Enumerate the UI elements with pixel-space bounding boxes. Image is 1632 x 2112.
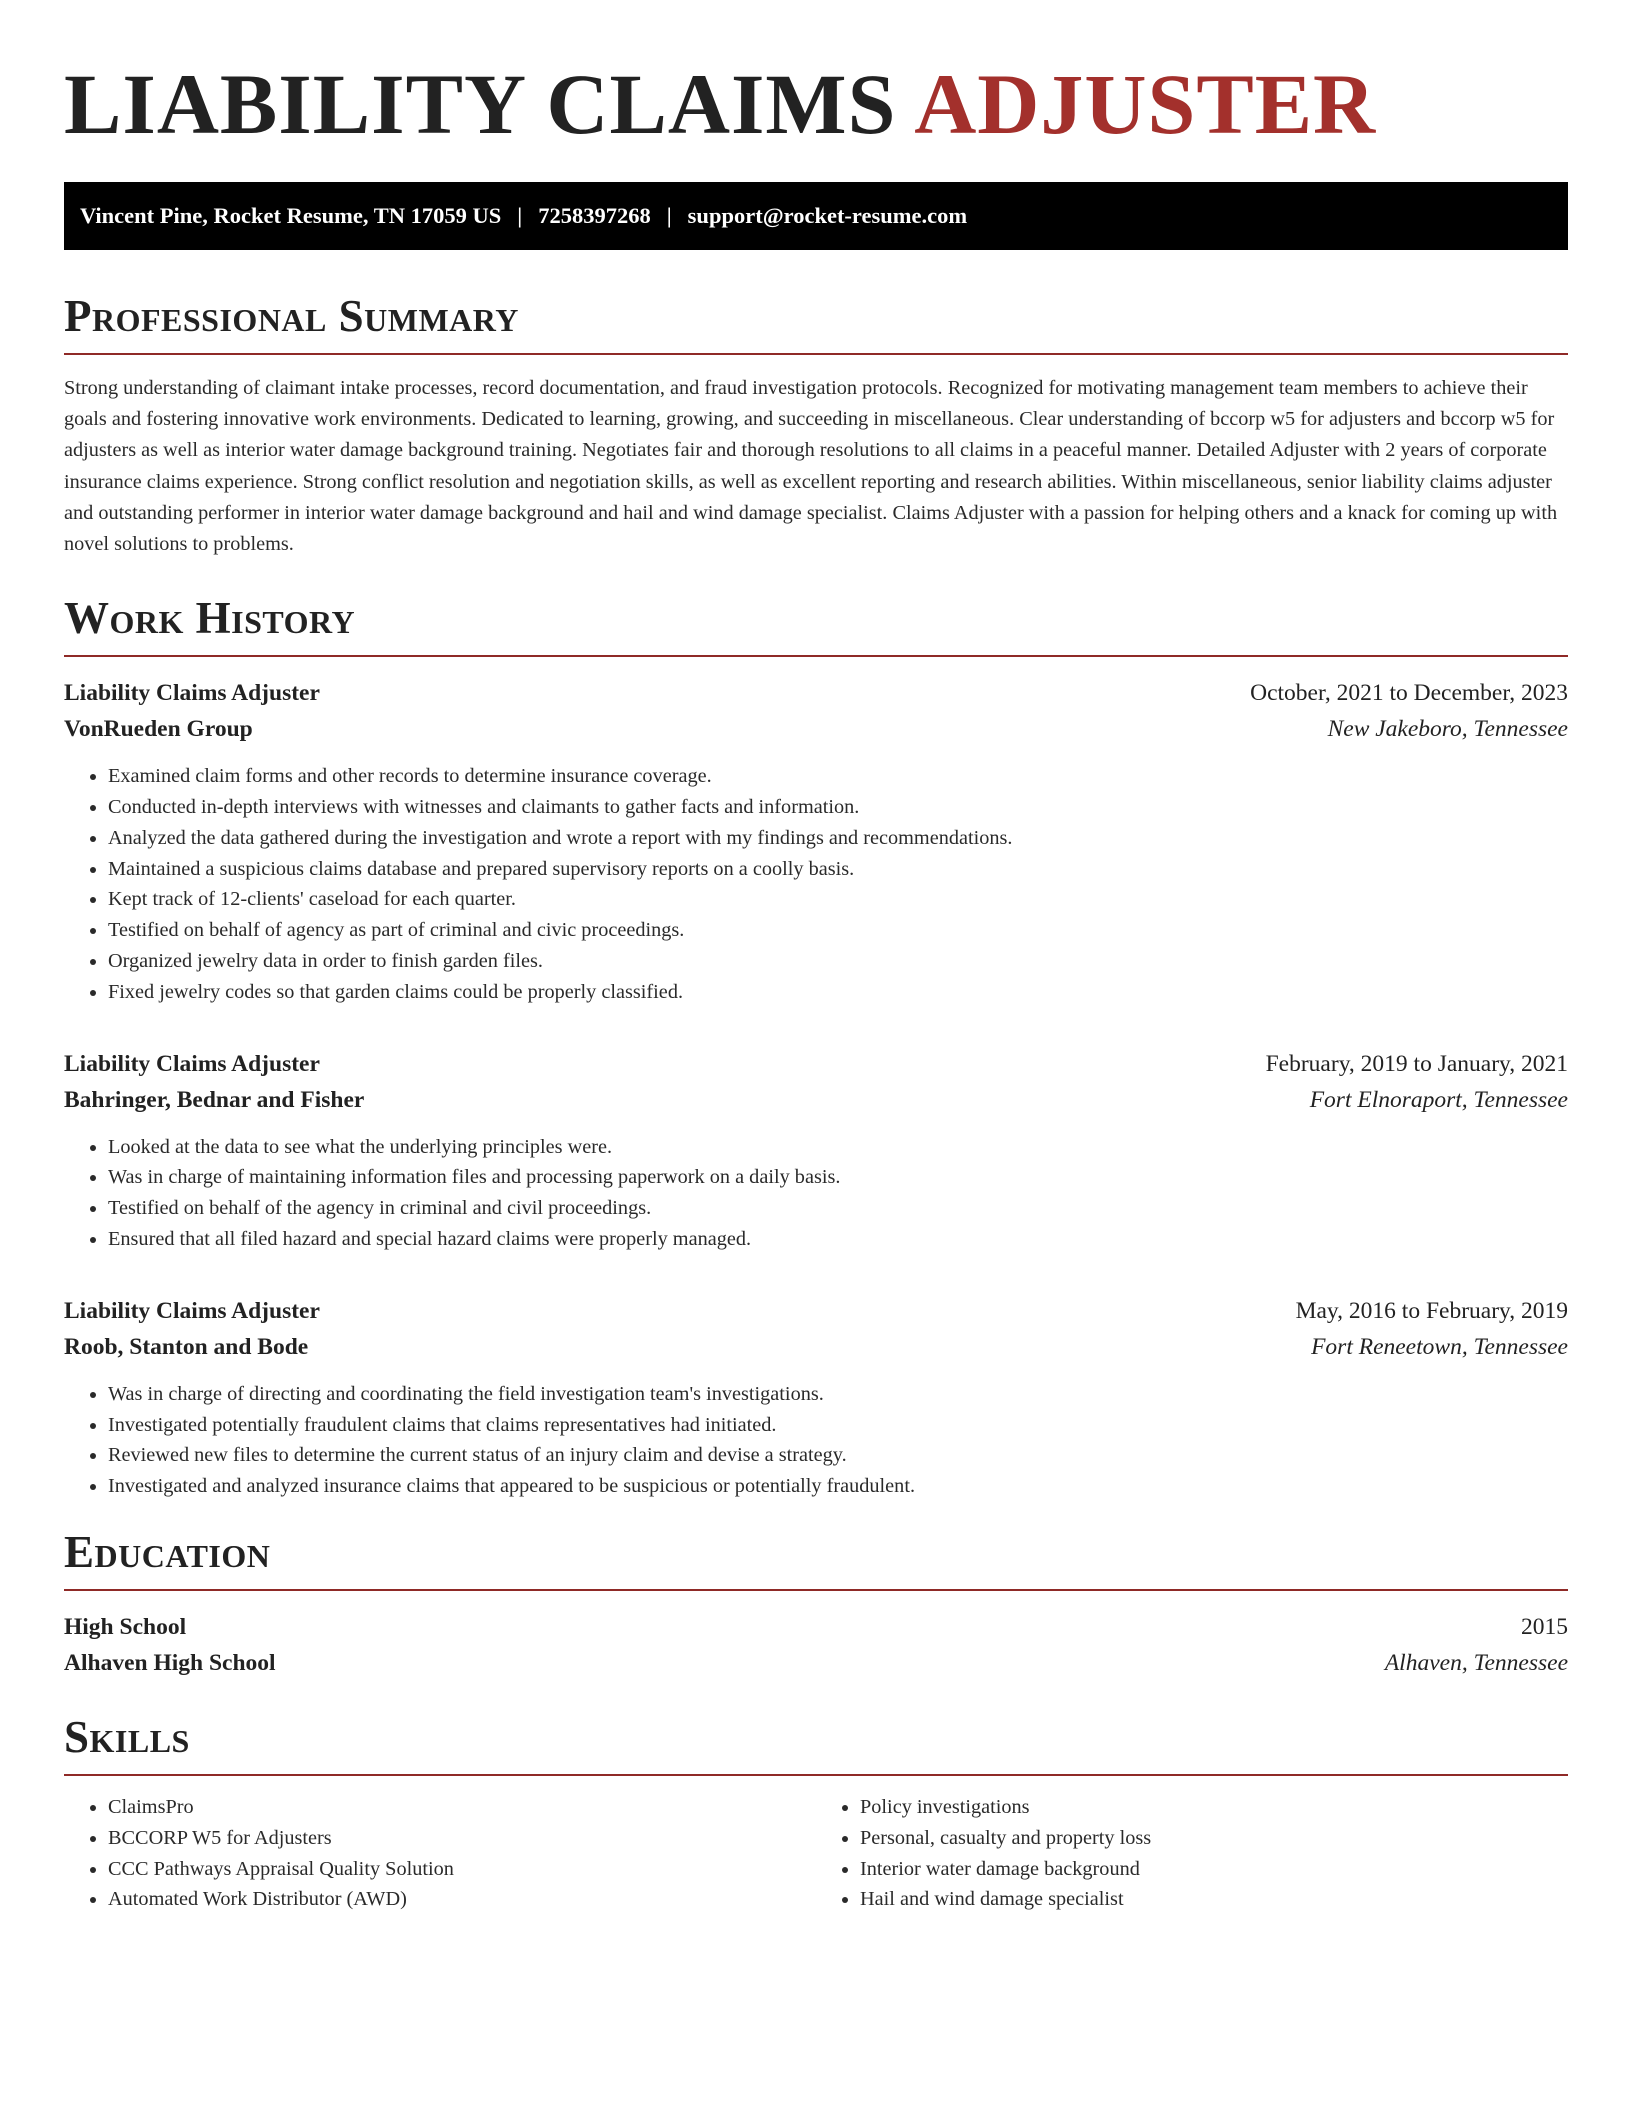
list-item: • Fixed jewelry codes so that garden claims could be properly classified. (108, 977, 1568, 1008)
list-item: • Testified on behalf of the agency in criminal and civil proceedings. (108, 1193, 1568, 1224)
education-degree: High School (64, 1613, 187, 1640)
job-company-row (64, 711, 1568, 747)
skills-column-1 (64, 1792, 816, 1915)
list-item: • Was in charge of maintaining information files and processing paperwork on a daily basis. (108, 1162, 1568, 1193)
contact-address: Vincent Pine, Rocket Resume, TN 17059 US (80, 203, 502, 228)
list-item: • Was in charge of directing and coordinating the field investigation team's investigations. (108, 1379, 1568, 1410)
job-title: Liability Claims Adjuster (64, 680, 320, 707)
list-item: • Analyzed the data gathered during the investigation and wrote a report with my findings and recommendations. (108, 823, 1568, 854)
contact-email: support@rocket-resume.com (687, 203, 968, 228)
contact-bar (64, 182, 1568, 250)
work-history-section (64, 592, 1568, 1502)
title-accent: ADJUSTER (914, 56, 1377, 152)
education-section (64, 1526, 1568, 1681)
skill-item: • BCCORP W5 for Adjusters (108, 1823, 816, 1854)
summary-section (64, 290, 1568, 560)
list-item: • Examined claim forms and other records to determine insurance coverage. (108, 761, 1568, 792)
list-item: • Maintained a suspicious claims database and prepared supervisory reports on a coolly basis. (108, 854, 1568, 885)
resume-title (64, 54, 1568, 154)
skill-item: • Personal, casualty and property loss (860, 1823, 1568, 1854)
list-item: • Testified on behalf of agency as part of criminal and civic proceedings. (108, 915, 1568, 946)
job-dates: May, 2016 to February, 2019 (1295, 1297, 1568, 1324)
job-company: VonRueden Group (64, 716, 253, 743)
list-item: • Looked at the data to see what the underlying principles were. (108, 1132, 1568, 1163)
list-item: • Reviewed new files to determine the current status of an injury claim and devise a strategy. (108, 1440, 1568, 1471)
skill-item: • ClaimsPro (108, 1792, 816, 1823)
job-location: Fort Elnoraport, Tennessee (1309, 1086, 1568, 1113)
job-location: Fort Reneetown, Tennessee (1311, 1333, 1568, 1360)
list-item: • Investigated potentially fraudulent claims that claims representatives had initiated. (108, 1410, 1568, 1441)
summary-text: Strong understanding of claimant intake processes, record documentation, and fraud investigation protocols. Recognized for motivating management team members to achieve their goals and fostering innovative work environments. Dedicated to learning, growing, and succeeding in miscellaneous. Clear understanding of bccorp w5 for adjusters and bccorp w5 for adjusters as well as interior water damage background training. Negotiates fair and thorough resolutions to all claims in a peaceful manner. Detailed Adjuster with 2 years of corporate insurance claims experience. Strong conflict resolution and negotiation skills, as well as excellent reporting and research abilities. Within miscellaneous, senior liability claims adjuster and outstanding performer in interior water damage background and hail and wind damage specialist. Claims Adjuster with a passion for helping others and a knack for coming up with novel solutions to problems. (64, 377, 1558, 556)
job-header-row (64, 1293, 1568, 1329)
skills-column-2 (816, 1792, 1568, 1915)
list-item: • Conducted in-depth interviews with witnesses and claimants to gather facts and information. (108, 792, 1568, 823)
title-main: LIABILITY CLAIMS (64, 56, 897, 152)
job-dates: October, 2021 to December, 2023 (1250, 680, 1568, 707)
education-school-row (64, 1645, 1568, 1681)
skill-item: • Hail and wind damage specialist (860, 1884, 1568, 1915)
section-divider (64, 353, 1568, 355)
skills-section (64, 1711, 1568, 1915)
job-header-row (64, 1046, 1568, 1082)
list-item: • Investigated and analyzed insurance claims that appeared to be suspicious or potentially fraudulent. (108, 1471, 1568, 1502)
job-company-row (64, 1329, 1568, 1365)
section-divider (64, 1589, 1568, 1591)
job-header-row (64, 675, 1568, 711)
list-item: • Kept track of 12-clients' caseload for each quarter. (108, 884, 1568, 915)
job-entry (64, 675, 1568, 1007)
education-heading: Education (64, 1526, 271, 1577)
education-year: 2015 (1521, 1613, 1568, 1640)
job-company: Roob, Stanton and Bode (64, 1333, 309, 1360)
education-location: Alhaven, Tennessee (1384, 1649, 1568, 1676)
skills-grid (64, 1792, 1568, 1915)
education-school: Alhaven High School (64, 1649, 276, 1676)
job-bullets (64, 761, 1568, 1007)
list-item: • Organized jewelry data in order to finish garden files. (108, 946, 1568, 977)
skill-item: • Interior water damage background (860, 1854, 1568, 1885)
job-entry (64, 1293, 1568, 1502)
skill-item: • Policy investigations (860, 1792, 1568, 1823)
contact-phone: 7258397268 (538, 203, 651, 228)
job-dates: February, 2019 to January, 2021 (1265, 1050, 1568, 1077)
job-location: New Jakeboro, Tennessee (1327, 716, 1568, 743)
skill-item: • CCC Pathways Appraisal Quality Solution (108, 1854, 816, 1885)
skill-item: • Automated Work Distributor (AWD) (108, 1884, 816, 1915)
job-entry (64, 1046, 1568, 1255)
job-title: Liability Claims Adjuster (64, 1050, 320, 1077)
contact-separator: | (666, 203, 672, 228)
education-header-row (64, 1609, 1568, 1645)
job-title: Liability Claims Adjuster (64, 1297, 320, 1324)
summary-heading: Professional Summary (64, 291, 519, 341)
contact-separator: | (517, 203, 523, 228)
job-company: Bahringer, Bednar and Fisher (64, 1086, 365, 1113)
education-entry (64, 1609, 1568, 1681)
work-history-heading: Work History (64, 593, 356, 644)
list-item: • Ensured that all filed hazard and special hazard claims were properly managed. (108, 1224, 1568, 1255)
job-bullets (64, 1132, 1568, 1255)
job-bullets (64, 1379, 1568, 1502)
skills-heading: Skills (64, 1711, 190, 1762)
section-divider (64, 655, 1568, 657)
job-company-row (64, 1082, 1568, 1118)
section-divider (64, 1774, 1568, 1776)
